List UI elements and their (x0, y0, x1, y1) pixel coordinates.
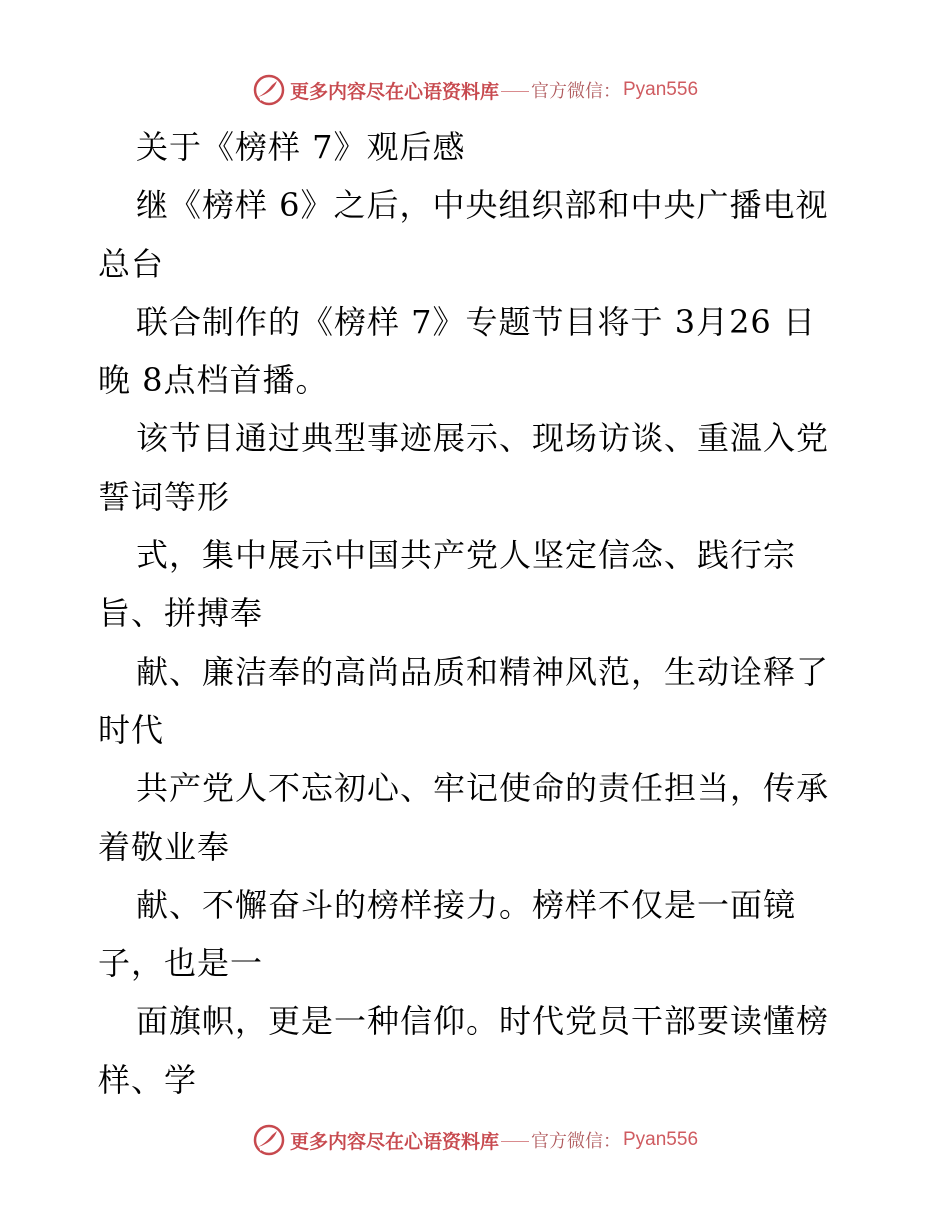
text-line: 誓词等形 (98, 477, 231, 516)
footer-banner (0, 1120, 950, 1160)
text-line: 晚 8点档首播。 (98, 361, 329, 400)
text-line: 面旗帜，更是一种信仰。时代党员干部要读懂榜 (136, 1002, 830, 1041)
text-line: 着敬业奉 (98, 827, 231, 866)
official-wechat-label: 官方微信： (531, 1131, 621, 1152)
text-line: 时代 (98, 710, 165, 749)
text-line: 样、学 (98, 1060, 198, 1099)
text-line: 子，也是一 (98, 944, 264, 983)
quill-pen-logo-icon (252, 1123, 286, 1157)
brand-text: 更多内容尽在心语资料库 (289, 80, 499, 103)
document-title: 关于《榜样 7》观后感 (136, 128, 466, 166)
brand-text: 更多内容尽在心语资料库 (289, 1130, 499, 1153)
banner-divider (501, 91, 529, 92)
text-line: 共产党人不忘初心、牢记使命的责任担当，传承 (136, 769, 830, 808)
wechat-id: Pyan556 (623, 79, 699, 100)
official-wechat-label: 官方微信： (531, 81, 621, 102)
wechat-id: Pyan556 (623, 1129, 699, 1150)
text-line: 总台 (98, 244, 165, 283)
banner-divider (501, 1141, 529, 1142)
text-line: 联合制作的《榜样 7》专题节目将于 3月26 日 (136, 302, 816, 341)
document-body (98, 118, 868, 1109)
header-banner (0, 70, 950, 110)
quill-pen-logo-icon (252, 73, 286, 107)
text-line: 旨、拼搏奉 (98, 594, 264, 633)
text-line: 该节目通过典型事迹展示、现场访谈、重温入党 (136, 419, 830, 458)
text-line: 献、不懈奋斗的榜样接力。榜样不仅是一面镜 (136, 885, 797, 924)
text-line: 继《榜样 6》之后，中央组织部和中央广播电视 (136, 186, 829, 225)
text-line: 式，集中展示中国共产党人坚定信念、践行宗 (136, 536, 797, 575)
text-line: 献、廉洁奉的高尚品质和精神风范，生动诠释了 (136, 652, 830, 691)
